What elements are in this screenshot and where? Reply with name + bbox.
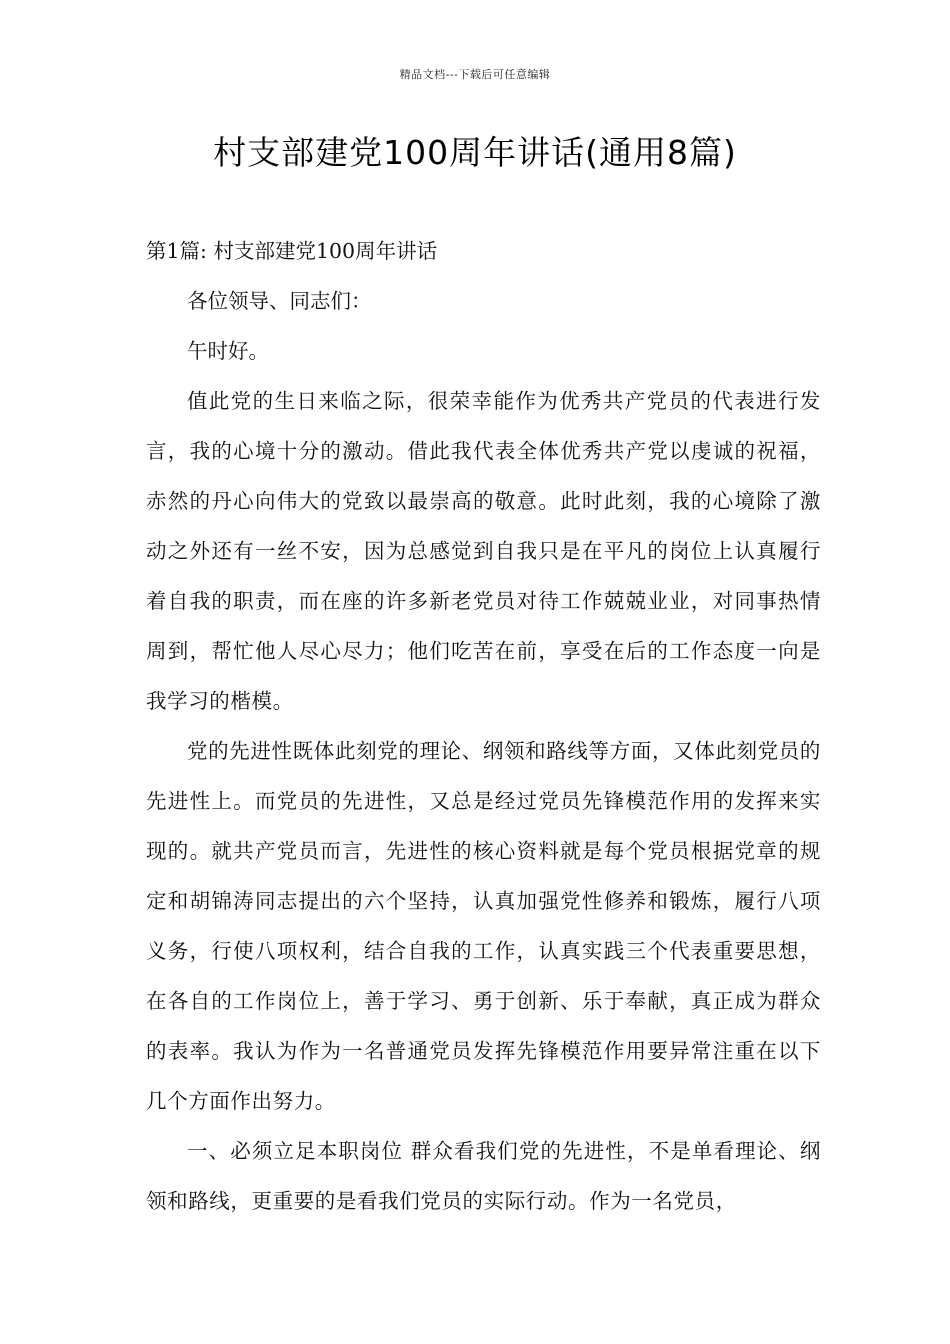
paragraph-3: 一、必须立足本职岗位 群众看我们党的先进性，不是单看理论、纲领和路线，更重要的是看我们党员的实际行动。作为一名党员， [146,1139,821,1213]
page-header: 精品文档---下载后可任意编辑 [399,68,551,81]
paragraph-greeting: 午时好。 [187,339,269,363]
paragraph-2: 党的先进性既体此刻党的理论、纲领和路线等方面，又体此刻党员的先进性上。而党员的先进性，又总是经过党员先锋模范作用的发挥来实现的。就共产党员而言，先进性的核心资料就是每个党员根据党章的规定和胡锦涛同志提出的六个坚持，认真加强党性修养和锻炼，履行八项义务，行使八项权利，结合自我的工作，认真实践三个代表重要思想，在各自的工作岗位上，善于学习、勇于创新、乐于奉献，真正成为群众的表率。我认为作为一名普通党员发挥先锋模范作用要异常注重在以下几个方面作出努力。 [146,739,821,1113]
document-title: 村支部建党100周年讲话(通用8篇) [213,133,737,172]
paragraph-salutation: 各位领导、同志们： [187,289,372,313]
section-heading: 第1篇: 村支部建党100周年讲话 [146,239,438,263]
paragraph-1: 值此党的生日来临之际，很荣幸能作为优秀共产党员的代表进行发言，我的心境十分的激动。借此我代表全体优秀共产党以虔诚的祝福，赤然的丹心向伟大的党致以最崇高的敬意。此时此刻，我的心境除了激动之外还有一丝不安，因为总感觉到自我只是在平凡的岗位上认真履行着自我的职责，而在座的许多新老党员对待工作兢兢业业，对同事热情周到，帮忙他人尽心尽力；他们吃苦在前，享受在后的工作态度一向是我学习的楷模。 [146,389,821,713]
document-body [146,226,821,1226]
